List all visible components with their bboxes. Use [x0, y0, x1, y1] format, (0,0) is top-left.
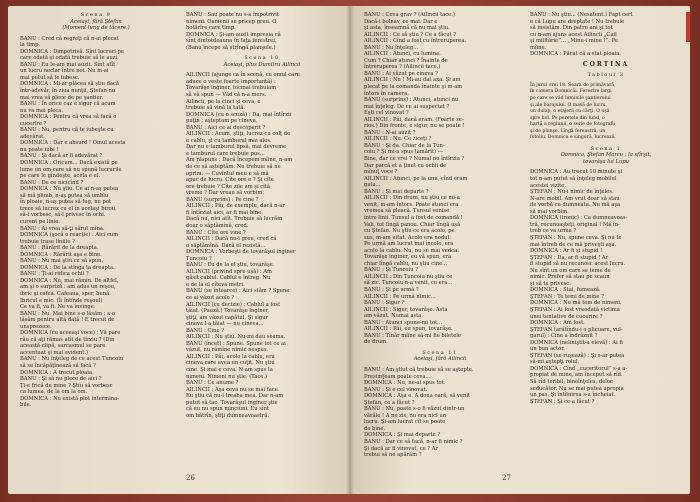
text-line: BANU : Şi mai departe ?: [364, 188, 429, 195]
left-column-1: [20, 12, 172, 409]
text-line: gata...: [364, 182, 381, 189]
text-line: DOMNICA : Pentru că vrea să facă o: [20, 114, 117, 121]
text-line: BANU : Eu le-am mai auzit. Sînt atît: [20, 61, 116, 68]
text-line: ibric şi cafea. Cafeaua, sper, bună.: [20, 290, 111, 297]
text-line: DOMNICA : Am fost.: [530, 320, 585, 327]
text-line: BANU : Ai vrea să-ţi sărut mîna.: [20, 225, 105, 232]
text-line: aduce o veste foarte importantă) :: [186, 78, 276, 85]
text-line: cineva care avea un cuţit. Nu ştiu: [186, 360, 275, 367]
text-line: DOMNICA : Rărărit aşa e bine.: [20, 251, 102, 258]
text-line: cine. Şi mai e ceva. N-am spus la: [186, 366, 273, 373]
text-line: BANU : Şi dacă ar fi adevărat ?: [20, 153, 103, 160]
text-line: nimeni. Nimeni nu ştie. (Tace.): [186, 373, 268, 380]
text-line: adevărat.: [20, 133, 45, 140]
text-line: nu va mai pleca.: [20, 107, 64, 114]
text-line: BANU : Tînăr mîine să-mi fie biletele: [364, 332, 461, 339]
text-line: AILINCII : Atunci, pe la unu, cînd eram: [364, 175, 468, 182]
text-line: AILINCII : Nu. Ce ziceţi ?: [364, 136, 432, 143]
text-line: DOMNICA : Dar e absurd ! Omul acesta: [20, 140, 126, 147]
text-line: întreruperea ? (Ailincii tace.): [364, 64, 441, 71]
text-line: BANU : Am ştiut că trebuie să se aştepte.: [364, 366, 474, 373]
text-line: BANU : Sigur ?: [364, 300, 405, 307]
text-line: AILINCII : Nu ! Mi-au dat axa. Şi am: [364, 77, 461, 84]
text-line: să-mi aştepţi rolul.: [530, 359, 580, 366]
text-line: la timp.: [20, 42, 41, 49]
text-line: apuc de lucru. Cîte ore e ? Şi cîte: [186, 177, 274, 184]
text-line: mînuţ voce ?: [364, 169, 398, 176]
text-line: Ştefan, ce a făcut ?: [364, 399, 415, 406]
text-line: spre hol. Pe peretele din fund, o: [530, 115, 605, 121]
text-line: să insistăm. Din patru ani şi tot: [530, 25, 613, 32]
text-line: BANU : Aici ce ai descoperit ?: [186, 124, 266, 131]
text-line: BANU : Ce anume ?: [186, 380, 239, 387]
text-line: BANU : Cine ?: [186, 327, 224, 334]
text-line: BANU : Ţi-ai ridica ochii ?: [20, 271, 89, 278]
text-line: rios.) Din fronte, e sigur, nu se poate !: [364, 123, 465, 130]
text-line: BANU : Sau poate nu s-a împotrivit: [186, 12, 279, 18]
text-line: e cablu, şi cu tamburul mai ales.: [186, 137, 272, 144]
text-line: DOMNICA : Vorbeşti de tovarăşul inginer: [186, 249, 296, 256]
text-line: e tamburul care trebuie pus...: [186, 150, 265, 157]
text-line: e că Lupu are dreptate ! Nu trebuie: [530, 18, 625, 25]
page-number-left: 26: [186, 474, 195, 482]
text-line: Scena 11: [422, 349, 458, 356]
text-line: BANU : Rărărit de la dreapta.: [20, 245, 99, 252]
text-line: AILINCII : Sigur, tovarăşe. Asta: [364, 306, 448, 313]
text-line: BANU : Şi să nu plece de aici ?: [20, 376, 102, 383]
text-line: unsprezece.: [20, 323, 52, 330]
right-column-2: [530, 12, 682, 405]
text-line: trece să lucrez cu el în acelaşi birou,: [20, 205, 117, 212]
text-line: acestei vizite.: [530, 182, 566, 189]
text-line: coiu ? Şi mi-a spus (amărît) —: [364, 149, 443, 156]
text-line: ŞTEFAN (se ruşează) : Şi s-ar putea: [530, 352, 625, 359]
text-line: DOMNICA : Au trecut 10 minute şi: [530, 169, 623, 176]
text-line: DOMNICA : Mi-ar plăcea să ştiu dacă: [20, 81, 120, 88]
text-line: BANU : Cred că regreţi că n-ai plecat: [20, 35, 119, 42]
text-line: doar o săptămînă, cred.: [186, 222, 249, 229]
text-line: lăsăm pentru altă dată ! E trecut de: [20, 317, 115, 324]
text-line: chiar lîngă cablu, nu ştiu cine...: [364, 260, 448, 267]
text-line: un pas. Şi întîlnirea s-a încheiat.: [530, 392, 616, 399]
text-line: BANU (se întoarce) : Aici stăm ? Spune: [186, 288, 290, 295]
text-line: în ploaie, n-aş putea să fug, nu pot: [20, 199, 112, 206]
text-line: ca lumea, de la om la om.: [20, 389, 88, 396]
text-line: BANU : N-ai auzit ?: [364, 129, 416, 136]
text-line: AILINCII : Păi, de exemplu, dacă n-ar: [186, 203, 285, 210]
text-line: Şi dacă ar fi vinovat, ce ? Ar: [364, 445, 438, 452]
text-line: şi să te privesc.: [530, 280, 571, 287]
text-line: DOMNICA : Nu ştiu. Ce ai n-aş putea: [20, 186, 119, 193]
text-line: BANU : Eu de la el ştiu, tovarăşe.: [186, 262, 275, 269]
text-line: de ce să aşteptăm. Nu trebuie să ne: [186, 164, 281, 171]
text-line: vărăle ! A ne zis, nu era nici un: [364, 412, 447, 419]
text-line: lucru. Şi-am lucrat cît se poate: [364, 419, 446, 426]
text-line: AILINCII : Păi, acolo la cablu, era: [186, 353, 275, 360]
text-line: vremea să pleacă. Tunsul venise: [364, 208, 450, 215]
text-line: Vali, tot lîngă panou. Chiar lîngă ușă: [364, 221, 461, 228]
text-line: ŞTEFAN : Nu-i nimic de înţeles.: [530, 189, 614, 196]
text-line: de vorbă cu dumneata. Nu mă aşa: [530, 202, 621, 209]
text-line: fotoliu. Domnica e singură, lucrează.: [530, 135, 616, 141]
bookmark-ribbon: [686, 12, 690, 42]
text-line: Pe urmă am lucrat mai încolo, era: [364, 241, 454, 248]
text-line: AILINCII : Din drum, nu ştiu ce mi-a: [364, 195, 460, 202]
text-line: cu Ştefan. Nu ştiu ce era acolo, pe: [364, 228, 455, 235]
text-line: garul) : Cine a îndrăznit ?: [530, 333, 598, 340]
text-line: ŞTEFAN : Te temi de mine ?: [530, 293, 604, 300]
text-line: DOMNICA : Nu, mai rămîn. De altfel,: [20, 277, 119, 284]
left-page: [8, 6, 350, 494]
text-line: AILINCII : Din Tuncoiu nu ştiu ce: [364, 273, 453, 280]
text-line: întors în camera.: [364, 90, 409, 97]
text-line: e de la el cîteva metri.: [186, 281, 245, 288]
text-line: să mai vorbim.: [530, 208, 569, 215]
text-line: DOMNICA : Şi-am auzit impresia că: [186, 31, 281, 38]
text-line: Scena 1: [590, 145, 622, 152]
text-line: În jurul orei 18. Seara de primăvară,: [530, 82, 616, 88]
text-line: Tovarăşe inginer, tocmai trebuiam: [186, 85, 277, 92]
text-line: BANU : Şi Tuncoiu ?: [364, 267, 418, 274]
text-line: Tuncoiu ?: [186, 255, 212, 262]
text-line: DOMNICA : A trecut ploaia.: [20, 369, 94, 376]
text-line: AILINCII : Acum, ştiţi, lucrez cu colţ de: [186, 131, 291, 138]
text-line: ce ai văzut acolo ?: [186, 294, 235, 301]
text-line: fi stupid să nu recunosc acest lucru.: [530, 261, 626, 268]
text-line: nimeni. Oamenii se pricep greu. O: [186, 18, 277, 25]
text-line: DOMNICA : De la stînga la dreapta.: [20, 264, 115, 271]
text-line: om bătrîn, ştiţi dumneavoastră.: [186, 412, 269, 419]
text-line: propiat de mine, am început să rîd.: [530, 372, 623, 379]
text-line: şi asta, înseamnă că nu mai ştiu.: [364, 25, 450, 32]
text-line: unei tentative de cucerire ?: [530, 313, 603, 320]
text-line: AILINCII (privind spre ușă) : Am: [186, 268, 272, 275]
text-line: şi ale barajului. O masă de lucru,: [530, 102, 608, 108]
text-line: DOMNICA : Dimpotrivă. Sînt lucruri pe: [20, 48, 124, 55]
text-line: un dulap, o etajeră cu cărţi. O uşă: [530, 109, 610, 115]
text-line: sus, m-am uitat. Acolo era nodul.: [364, 234, 451, 241]
text-line: Cum ? Chiar atunci ? Înainte de: [364, 57, 448, 64]
text-line: N-are mobil. Am vrut doar să stau: [530, 195, 620, 202]
text-line: Dar nu e tamburul lipsă, mai devreme: [186, 144, 287, 151]
text-line: mîine.: [530, 44, 547, 51]
text-line: DOMNICA : Cînd „cuceritorul” s-a a-: [530, 365, 628, 372]
text-line: ŞTEFAN (arătîndu-i o plicuare, vul-: [530, 326, 623, 333]
text-line: DOMNICA : Oricum... Dacă există pe: [20, 160, 118, 167]
text-line: o săptămînă. Dacă el rezistă...: [186, 242, 266, 249]
text-line: într-adevăr, în ziua nunţii, Ştefan nu: [20, 88, 116, 95]
text-line: Eu ştiu că nu-i treaba mea. Dar n-am: [186, 393, 284, 400]
text-line: AILINCII : Pe urmă nimic...: [364, 293, 436, 300]
text-line: un bun actor.: [530, 346, 565, 353]
text-line: Dacă nu, nici atît. Trebuie să lucrăm: [186, 216, 283, 223]
text-line: BANU : Atunci spune-mi tot...: [364, 319, 443, 326]
text-line: nu poate iubi !: [20, 146, 59, 153]
text-line: tră, recunoaşteţi, original ! Mă în-: [530, 221, 620, 228]
text-line: Aceiaşi, fără Ştefan: [70, 18, 122, 25]
text-line: trebuie să vină la tată.: [186, 105, 246, 112]
text-line: venit, m-am întors. Poate atunci era: [364, 201, 459, 208]
text-line: BANU : Cîte ore vine ?: [186, 229, 246, 236]
text-line: AILINCII (ajunge ca în scenă, cu omul care: [186, 72, 300, 79]
text-line: Nu sînt un om care se teme de: [530, 267, 611, 274]
text-line: accentuat şi mai evident.): [20, 349, 89, 356]
text-line: AILINCII : Atunci, cu lumina.: [364, 51, 441, 58]
text-line: hotărîre care timp.: [186, 25, 236, 32]
text-line: şi de planşe. Lîngă fereastră, un: [530, 128, 606, 134]
text-line: Am răspuns : Dacă începem mîine, n-am: [186, 157, 293, 164]
text-line: tovarăşa lui Lupu: [583, 158, 629, 165]
text-line: (Moment lung de tăcere.): [62, 25, 130, 32]
text-line: Domnica, Ştefan Marcu ; la sfîrşit,: [560, 152, 652, 159]
text-line: seducător. Nu se mai putea apropia: [530, 385, 624, 392]
text-line: Ibricul e mic. (Îi întinde reşoul): [20, 297, 103, 304]
text-line: Aceiaşi, fără Ailincii: [413, 356, 467, 363]
left-column-2: [186, 12, 338, 419]
right-column-1: [364, 12, 516, 459]
text-line: BANU : De ce nicicînd ?: [20, 179, 84, 186]
text-line: între linii. Tunsul a fost de comandă !: [364, 214, 463, 221]
text-line: să-i vorbesc, să-l privesc în ochi.: [20, 212, 106, 219]
text-line: DOMNICA (neliniştit-a elevă) : Ai fi: [530, 339, 623, 346]
text-line: BANU : Nu ştiu... (Nesatent.) Fapt cert: [530, 12, 633, 18]
text-line: trebui să ne apărăm ?: [364, 452, 422, 459]
text-line: am şi o surpriză : am adus un reşou,: [20, 284, 116, 291]
text-line: lume un om care să nu spună lucrurile: [20, 166, 122, 173]
text-line: că eu nu spun minciuni. Eu sînt: [186, 406, 269, 413]
text-line: vreme ? Dar vreau să vorbim.: [186, 190, 264, 197]
text-line: AILINCII : Aşa ceva nu se mai face.: [186, 386, 280, 393]
text-line: mai întreb de ce mă priveşti aşa.: [530, 241, 617, 248]
text-line: DOMNICA (cu aceeaşi voce) : Vă pare: [20, 330, 121, 337]
text-line: BANU : Şi da. Chiar de la Tun-: [364, 142, 445, 149]
text-line: treb ce va urma ?: [530, 228, 577, 235]
text-line: bile.: [20, 402, 32, 409]
text-line: ŞTEFAN : Nu, spune ceva. Şi nu te: [530, 234, 622, 241]
text-line: mai putut să le iubesc.: [20, 74, 80, 81]
text-line: pe care le gîndeşte, acela e el.: [20, 173, 101, 180]
text-line: BANU : Şi e cel vinovat.: [364, 386, 428, 393]
text-line: ŞTEFAN : Ai fost vreodată victima: [530, 306, 620, 313]
text-line: AILINCII : Păi, eu spun, tovarăşe.: [364, 326, 453, 333]
text-line: am văzut. Numai asta.: [364, 313, 423, 320]
text-line: Bine, dar ce vrei ? Numai nu întîrzia ?: [364, 156, 465, 163]
text-line: Presimţeam poate ceva...: [364, 373, 431, 380]
text-line: Tovarăşe inginer, eu vă spun, era: [364, 254, 452, 261]
text-line: AILINCII : Nu ştiu. Nu-mi dau seama.: [186, 334, 286, 341]
text-line: BANU : În orice caz e sigur că acum: [20, 101, 116, 108]
text-line: Eşti cel vinovat ?: [364, 110, 409, 117]
text-line: văzut, nu rămîne nimic nespus.: [186, 347, 269, 354]
text-line: DOMNICA (cu o scuză) : Da, mai întîrzii: [186, 111, 292, 118]
text-line: DOMNICA : Ar fi şi stupid !: [530, 248, 603, 255]
text-line: puţin ; aşteptam pe cineva.: [186, 118, 258, 125]
text-line: această clipă, sarcasmul se pare: [20, 343, 106, 350]
text-line: curent pe linie.: [20, 218, 60, 225]
text-line: DOMNICA : Nu, ne-ai spus tot.: [364, 380, 446, 387]
text-line: care odată şi odată trebuie să le auzi.: [20, 55, 119, 62]
text-line: AILINCII (cu decizie) : Cablul a fost: [186, 301, 281, 308]
text-line: Să rîd teribil, bineînţeles, deloc: [530, 378, 613, 385]
text-line: să mă plimb, n-aş putea să umblu: [20, 192, 109, 199]
text-line: DOMNICA : Aşa e. A doua oară, să venit: [364, 393, 471, 400]
text-line: DOMNICA (şocă o reacţie) : Aici cum: [20, 232, 119, 239]
text-line: BANU : Ai văzut pe cineva ?: [364, 70, 438, 77]
text-line: un lucru neclar între noi. Nu m-ai: [20, 68, 109, 75]
text-line: hartă a regiunii, o serie de fotografii: [530, 122, 615, 128]
text-line: BANU : Nu înţeleg...: [364, 44, 419, 51]
text-line: cucerire ?: [20, 120, 47, 127]
text-line: tot n-am putut să înţeleg mobilul: [530, 176, 617, 183]
text-line: Ţi-e frică de mine ? Ştiu să vorbesc: [20, 382, 113, 389]
text-line: DOMNICA : Stai, fumează.: [530, 287, 601, 294]
text-line: BANU : Nu, poate s-o fi văzut dintr-un: [364, 406, 465, 413]
text-line: fi întîrziat aici, ar fi mai bine.: [186, 209, 263, 216]
text-line: oprim. — Cuvîntul meu e să mă: [186, 170, 269, 177]
text-line: să zic. Tuncoiu n-a venit, ce era...: [364, 280, 453, 287]
text-line: Dar parcă et a ţinut cu ochii de: [364, 162, 447, 169]
page-number-right: 27: [502, 474, 511, 482]
text-line: să se încăpăţînează să facă ?: [20, 362, 96, 369]
text-line: cineva l-a tăiat — nu cineva...: [186, 321, 264, 328]
text-line: AILINCII : Dacă nu-i greu, cred că: [186, 236, 277, 243]
text-line: de bine.: [364, 425, 386, 432]
text-line: Ce va fi, va fi. Ne va învinge.: [20, 304, 96, 311]
text-line: AILINCII : Ce să ştiu ? Ce a făcut ?: [364, 31, 457, 38]
text-line: pe care se văd luminile şantierului: [530, 96, 611, 102]
text-line: BANU (surprins) : Pe cine ?: [186, 196, 259, 203]
text-line: AILINCII : Cînd a fost cu întreruperea.: [364, 38, 467, 45]
text-line: rău că aţi rămas atît de tîrziu ? (Din: [20, 336, 115, 343]
text-line: DOMNICA : Şi mai departe ?: [364, 432, 441, 439]
text-line: nimic. Prefer să stau pe scaun: [530, 274, 610, 281]
text-line: BANU : Ceva grav ? (Ailincii tace.): [364, 12, 455, 18]
text-line: să vă spun — Văd că n-a mers.: [186, 92, 267, 99]
text-line: putut să tac. Tovarăşul inginer ştie: [186, 399, 278, 406]
text-line: de drum.: [364, 339, 388, 346]
text-line: BANU (surprins) : Atunci, atunci nu: [364, 97, 459, 104]
text-line: în camera Domnicăi. Ferestre largi: [530, 89, 612, 95]
text-line: trebuie trase liniile ?: [20, 238, 75, 245]
text-line: BANU : Nu. Mai bine s-o lăsăm ; a-o: [20, 310, 116, 317]
text-line: DOMNICA : Nu există plot intermina-: [20, 395, 119, 402]
text-line: mai înţeleg. De ce ai suspectat ?: [364, 103, 450, 110]
text-line: ŞTEFAN : Da, ar fi stupid ! Ar: [530, 254, 609, 261]
text-line: Scena 10: [244, 55, 280, 62]
text-line: acolo la cablu. Nu, nu se mai vedea.: [364, 247, 459, 254]
text-line: Dacă-i bolnav, ce mai. Dar e: [364, 18, 438, 25]
text-line: DOMNICA : Păcat că a stat ploaia.: [530, 51, 621, 58]
text-line: BANU : Dar ce să facă, n-ar fi nimic ?: [364, 439, 463, 445]
text-line: sînt dintotdeauna în faţa ferestrei.: [186, 38, 277, 45]
text-line: Scena 9: [80, 12, 112, 18]
text-line: BANU (încet) : Spune. Spune tot ce ai: [186, 340, 286, 347]
text-line: Tabloul 3: [587, 72, 625, 79]
text-line: şi militărie”... „Minu-i mine !”. Pe: [530, 38, 618, 45]
text-line: DOMNICA (ironic) : Ca dumneavoas-: [530, 215, 628, 222]
text-line: Aceiaşi, plus Dumitru Ailincii: [223, 61, 301, 68]
text-line: BANU : Nu, pentru că te iubeşte cu: [20, 127, 114, 134]
text-line: CORTINA: [582, 60, 630, 68]
text-line: BANU : Nu înţeleg de ce acest Tuncoiu: [20, 356, 124, 363]
text-line: tăiat. (Pauză.) Tovarăşe inginer,: [186, 308, 270, 315]
right-page: [350, 6, 690, 494]
text-line: Ailincii, pe la cinci şi ceva, e: [186, 98, 261, 105]
text-line: (Banu începe să strîngă planşele.): [186, 44, 276, 51]
text-line: AILINCII : Păi, dacă eram. (Foarte se-: [364, 116, 464, 123]
text-line: BANU : Nu mai ştiu ce să spun.: [20, 258, 104, 265]
text-line: ŞTEFAN : Şi ce-a făcut ?: [530, 398, 595, 405]
text-line: găsit cablul. Cablul e întreg. Nu: [186, 275, 271, 282]
text-line: DOMNICA : Nu mă tem de nimeni.: [530, 300, 622, 307]
text-line: mai vrea să plece de pe şantier.: [20, 94, 104, 101]
text-line: ore trebuie ? Cîte zile am şi cîtă: [186, 183, 271, 190]
book-gutter: [346, 6, 354, 494]
text-line: plecat pe la comanda înainte şi m-am: [364, 84, 463, 91]
text-line: ştiţi, am văzut capătul. Şi sigur: [186, 314, 269, 321]
text-line: cu n-am ajuns acest Ailincii „Cail: [530, 31, 617, 38]
text-line: BANU : Şi pe urmă ?: [364, 286, 419, 293]
